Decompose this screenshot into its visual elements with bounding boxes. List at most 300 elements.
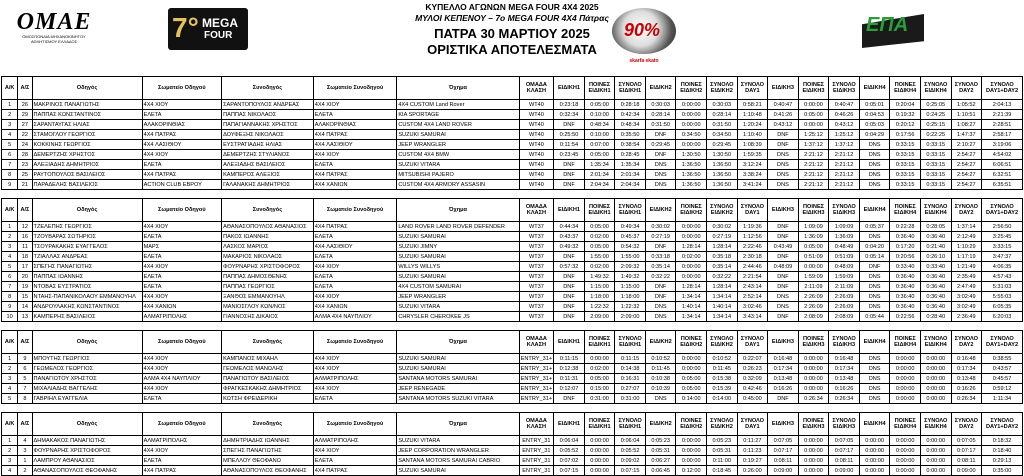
table-cell: 4:06:35 xyxy=(982,262,1023,272)
table-cell: 0:07:15 xyxy=(615,466,646,476)
table-cell: 1:11:34 xyxy=(982,394,1023,404)
table-cell: ΠΑΠΠΑΣ ΔΗΜΟΣΘΕΝΗΣ xyxy=(222,272,314,282)
table-cell: 0:45:37 xyxy=(615,232,646,242)
table-cell: 0:28:05 xyxy=(920,222,951,232)
table-cell: 3 xyxy=(2,456,18,466)
table-cell: DNF xyxy=(554,312,585,322)
column-header: Οδηγός xyxy=(32,331,142,354)
column-header: Σωματείο Οδηγού xyxy=(142,331,221,354)
table-cell: 22 xyxy=(18,130,32,140)
table-cell: 0:58:21 xyxy=(737,100,768,110)
column-header: Σωματείο Οδηγού xyxy=(142,413,221,436)
table-row xyxy=(2,446,1023,456)
table-cell: 0:30:02 xyxy=(645,222,676,232)
table-cell: 1:49:32 xyxy=(615,272,646,282)
table-cell: 0:23:45 xyxy=(554,150,585,160)
table-cell: 0:05:03 xyxy=(859,120,890,130)
table-cell: 6:35:51 xyxy=(982,180,1023,190)
table-cell: ΣΠΕΓΗΣ ΠΑΝΑΓΙΩΤΗΣ xyxy=(222,446,314,456)
column-header: ΠΟΙΝΕΣ ΕΙΔΙΚΗ4 xyxy=(890,413,921,436)
table-cell: ΚΟΚΚΙΝΗΣ ΓΕΩΡΓΙΟΣ xyxy=(32,140,142,150)
table-cell: 0:18:40 xyxy=(982,446,1023,456)
table-cell: 5 xyxy=(2,262,18,272)
table-cell: 0:05:00 xyxy=(584,242,615,252)
column-header: ΕΙΔΙΚΗ1 xyxy=(554,77,585,100)
table-cell: 0:32:22 xyxy=(707,272,738,282)
table-cell: ΓΕΩΜΕΛΟΣ ΓΕΩΡΓΙΟΣ xyxy=(32,364,142,374)
table-cell: 1:36:50 xyxy=(676,180,707,190)
column-header: Α/Σ xyxy=(18,331,32,354)
column-header: ΣΥΝΟΛΟ DAY1 xyxy=(737,413,768,436)
table-cell: 0:00:00 xyxy=(798,374,829,384)
table-cell: 1:08:27 xyxy=(951,120,982,130)
table-cell: 5 xyxy=(2,140,18,150)
table-cell: 1 xyxy=(2,100,18,110)
table-cell: 4X4 ΧΙΟΥ xyxy=(142,292,221,302)
table-cell: 2:43:14 xyxy=(737,282,768,292)
table-row xyxy=(2,242,1023,252)
column-header: Α/Σ xyxy=(18,413,32,436)
table-cell: 0:22:28 xyxy=(890,222,921,232)
table-cell: 0:35:14 xyxy=(645,262,676,272)
table-row xyxy=(2,292,1023,302)
table-cell: ΔΕΜΕΡΤΖΗΣ ΣΤΥΛΙΑΝΟΣ xyxy=(222,150,314,160)
table-cell: 4 xyxy=(2,466,18,476)
table-cell: 1:59:09 xyxy=(798,272,829,282)
column-header: ΠΟΙΝΕΣ ΕΙΔΙΚΗ1 xyxy=(584,77,615,100)
table-cell: 0:00:00 xyxy=(798,446,829,456)
table-cell: ΑΛΜΑΤΡΙΠΟΛΗΣ xyxy=(142,436,221,446)
column-header: Σωματείο Συνοδηγού xyxy=(313,199,397,222)
table-cell: 0:26:34 xyxy=(951,394,982,404)
column-header: ΟΜΑΔΑ ΚΛΑΣΗ xyxy=(519,77,554,100)
table-cell: 0:27:07 xyxy=(615,384,646,394)
table-cell: 4X4 ΧΙΟΥ xyxy=(313,446,397,456)
table-cell: 0:11:15 xyxy=(554,354,585,364)
table-cell: 0:15:39 xyxy=(707,384,738,394)
table-cell: DNS xyxy=(859,302,890,312)
table-cell: 4X4 ΧΙΟΥ xyxy=(313,364,397,374)
table-cell: 4 xyxy=(2,252,18,262)
table-cell: 3:47:37 xyxy=(982,252,1023,262)
table-cell: 2:04:34 xyxy=(615,180,646,190)
table-cell: 0:00:00 xyxy=(798,120,829,130)
table-cell: 1:37:14 xyxy=(951,222,982,232)
table-cell: 0:57:32 xyxy=(554,262,585,272)
table-cell: 1 xyxy=(2,354,18,364)
table-cell: DNS xyxy=(768,302,799,312)
table-cell: DNF xyxy=(768,222,799,232)
table-cell: 0:48:09 xyxy=(768,262,799,272)
table-cell: WT37 xyxy=(519,242,554,252)
table-cell: 0:28:40 xyxy=(920,312,951,322)
table-cell: 1:59:35 xyxy=(737,150,768,160)
table-cell: 4X4 ΧΙΟΥ xyxy=(142,262,221,272)
column-header: ΣΥΝΟΛΟ ΕΙΔΙΚΗ2 xyxy=(707,413,738,436)
table-cell: 2:21:12 xyxy=(829,180,860,190)
omae-logo-subtitle-1: ΟΜΟΣΠΟΝΔΙΑ ΜΗΧΑΝΟΚΙΝΗΤΟΥ xyxy=(22,34,86,39)
table-cell: CUSTOM 4X4 BMW xyxy=(397,150,519,160)
table-cell: 4X4 ΛΑΣΙΘΙΟΥ xyxy=(313,140,397,150)
table-cell: 0:36:40 xyxy=(890,302,921,312)
table-row xyxy=(2,232,1023,242)
mega-four-logo-mega: MEGA xyxy=(202,16,238,30)
table-cell: 0:36:40 xyxy=(920,282,951,292)
table-cell: 4X4 ΧΙΟΥ xyxy=(142,150,221,160)
table-cell: DNF xyxy=(768,252,799,262)
table-cell: 0:10:00 xyxy=(584,110,615,120)
table-cell: 1:30:50 xyxy=(707,150,738,160)
table-cell: ΕΛΕΤΑ xyxy=(142,272,221,282)
table-cell: ΕΛΕΤΑ xyxy=(313,160,397,170)
table-cell: 0:05:00 xyxy=(584,150,615,160)
epa-logo xyxy=(856,10,934,60)
table-cell: WILLYS WILLYS xyxy=(397,262,519,272)
table-cell: ΜΑΡΣ xyxy=(142,242,221,252)
table-cell: 0:43:57 xyxy=(982,364,1023,374)
table-cell: 2:52:14 xyxy=(737,292,768,302)
table-cell: ΛΑΜΠΡΟΥ ΑΘΑΝΑΣΙΟΣ xyxy=(32,456,142,466)
table-cell: 0:36:40 xyxy=(920,232,951,242)
table-cell: 0:43:37 xyxy=(554,232,585,242)
table-cell: 0:32:34 xyxy=(554,110,585,120)
table-cell: 0:07:15 xyxy=(554,466,585,476)
table-cell: 8 xyxy=(18,394,32,404)
table-cell: 0:29:13 xyxy=(982,456,1023,466)
table-cell: ΕΛΕΤΑ xyxy=(313,282,397,292)
table-cell: 0:05:14 xyxy=(859,252,890,262)
column-header: ΠΟΙΝΕΣ ΕΙΔΙΚΗ1 xyxy=(584,199,615,222)
table-cell: ΔΗΜΑΚΑΚΟΣ ΠΑΝΑΓΙΩΤΗΣ xyxy=(32,436,142,446)
table-cell: 4X4 ΧΙΟΥ xyxy=(313,354,397,364)
table-cell: 0:05:44 xyxy=(859,312,890,322)
table-cell: 2 xyxy=(2,446,18,456)
table-cell: DNF xyxy=(768,394,799,404)
table-row xyxy=(2,110,1023,120)
table-cell: 0:00:00 xyxy=(920,374,951,384)
table-cell: 4X4 ΧΙΟΥ xyxy=(142,364,221,374)
table-cell: 1 xyxy=(2,222,18,232)
table-cell: 0:14:00 xyxy=(707,394,738,404)
table-cell: DNF xyxy=(768,232,799,242)
column-header: ΠΟΙΝΕΣ ΕΙΔΙΚΗ2 xyxy=(676,199,707,222)
column-header: Συνοδηγός xyxy=(222,199,314,222)
table-cell: 0:33:15 xyxy=(890,170,921,180)
table-cell: SANTANA MOTORS SAMURAI xyxy=(397,374,519,384)
table-cell: 0:00:00 xyxy=(920,466,951,476)
column-header: ΣΥΝΟΛΟ ΕΙΔΙΚΗ1 xyxy=(615,199,646,222)
table-cell: 0:20:04 xyxy=(890,100,921,110)
column-header: ΠΟΙΝΕΣ ΕΙΔΙΚΗ1 xyxy=(584,413,615,436)
table-cell: 2:21:12 xyxy=(798,180,829,190)
table-header-row xyxy=(2,331,1023,354)
table-cell: SUZUKI SAMURAI xyxy=(397,364,519,374)
mega-four-logo-number: 7° xyxy=(172,12,199,43)
column-header: ΠΟΙΝΕΣ ΕΙΔΙΚΗ2 xyxy=(676,413,707,436)
table-cell: ΠΑΠΠΑΣ ΝΙΚΟΛΑΟΣ xyxy=(222,110,314,120)
table-cell: 0:35:14 xyxy=(707,262,738,272)
table-cell: 0:27:19 xyxy=(645,232,676,242)
table-cell: 1:36:50 xyxy=(707,170,738,180)
table-cell: 1:36:50 xyxy=(676,160,707,170)
column-header: Α/Σ xyxy=(18,77,32,100)
table-cell: 1:36:50 xyxy=(707,180,738,190)
table-cell: SUZUKI SAMURAI xyxy=(397,354,519,364)
table-cell: 1:10:51 xyxy=(951,110,982,120)
table-cell: 1:35:34 xyxy=(584,160,615,170)
table-cell: 6 xyxy=(18,364,32,374)
table-cell: 0:36:40 xyxy=(920,292,951,302)
table-cell: 0:00:00 xyxy=(676,262,707,272)
event-title: ΜΥΛΟΙ ΚΕΠΕΝΟΥ – 7ο MEGA FOUR 4X4 Πάτρας xyxy=(415,13,609,23)
table-cell: 2:28:51 xyxy=(982,120,1023,130)
table-cell: 0:30:03 xyxy=(707,100,738,110)
table-cell: DNF xyxy=(554,272,585,282)
column-header: Συνοδηγός xyxy=(222,413,314,436)
table-row xyxy=(2,170,1023,180)
table-cell: 9 xyxy=(18,354,32,364)
table-cell: 4X4 ΧΙΟΥ xyxy=(142,100,221,110)
table-cell: 0:34:50 xyxy=(707,130,738,140)
table-cell: 0:51:09 xyxy=(829,252,860,262)
table-cell: 0:35:18 xyxy=(707,252,738,262)
table-cell: 3 xyxy=(2,374,18,384)
table-cell: 0:07:17 xyxy=(768,446,799,456)
table-cell: 0:00:00 xyxy=(920,446,951,456)
table-cell: 0:06:04 xyxy=(615,436,646,446)
table-cell: 2:26:09 xyxy=(829,302,860,312)
table-cell: DNF xyxy=(645,130,676,140)
table-cell: ΣΠΕΓΗΣ ΠΑΝΑΓΙΩΤΗΣ xyxy=(32,262,142,272)
table-cell: DNF xyxy=(645,292,676,302)
table-cell: 2:11:09 xyxy=(829,282,860,292)
table-cell: ΑΝΔΡΟΥΛΑΚΗΣ ΚΩΝΣΤΑΝΤΙΝΟΣ xyxy=(32,302,142,312)
column-header: ΠΟΙΝΕΣ ΕΙΔΙΚΗ3 xyxy=(798,413,829,436)
table-cell: 0:10:52 xyxy=(707,354,738,364)
table-cell: 0:29:45 xyxy=(645,140,676,150)
table-cell: WT40 xyxy=(519,180,554,190)
table-cell: 0:19:32 xyxy=(890,110,921,120)
table-cell: DNF xyxy=(554,282,585,292)
table-cell: ΤΣΟΥΡΑΚΑΚΗΣ ΕΥΑΓΓΕΛΟΣ xyxy=(32,242,142,252)
table-cell: ΜΑΚΑΡΙΟΣ ΝΙΚΟΛΑΟΣ xyxy=(222,252,314,262)
table-cell: DNS xyxy=(859,384,890,394)
table-cell: WT37 xyxy=(519,222,554,232)
table-cell: 0:13:48 xyxy=(829,374,860,384)
table-cell: 0:07:17 xyxy=(951,446,982,456)
table-cell: DNF xyxy=(645,282,676,292)
table-cell: 0:26:23 xyxy=(737,364,768,374)
table-cell: 0:36:40 xyxy=(890,232,921,242)
column-header: ΣΥΝΟΛΟ DAY1 xyxy=(737,199,768,222)
table-cell: WT37 xyxy=(519,312,554,322)
table-cell: 0:00:00 xyxy=(584,456,615,466)
table-cell: 1:17:19 xyxy=(951,252,982,262)
table-cell: DNS xyxy=(768,170,799,180)
table-cell: DNS xyxy=(768,160,799,170)
column-header: Σωματείο Συνοδηγού xyxy=(313,77,397,100)
table-cell: 16 xyxy=(18,232,32,242)
column-header: Σωματείο Συνοδηγού xyxy=(313,331,397,354)
column-header: ΣΥΝΟΛΟ DAY1+DAY2 xyxy=(982,331,1023,354)
table-cell: ΑΛΜΑ 4Χ4 ΝΑΥΠΛΙΟΥ xyxy=(313,312,397,322)
table-cell: 2:54:27 xyxy=(951,150,982,160)
table-cell: 2:12:49 xyxy=(951,232,982,242)
table-cell: 0:44:34 xyxy=(554,222,585,232)
table-cell: ΜΠΕΛΛΟΥ ΘΕΟΦΑΝΩ xyxy=(222,456,314,466)
table-cell: 2:21:39 xyxy=(982,110,1023,120)
table-cell: ΣΑΡΑΝΤΑΥΓΑΣ ΗΛΙΑΣ xyxy=(32,120,142,130)
table-cell: DNS xyxy=(859,150,890,160)
table-cell: DNF xyxy=(554,120,585,130)
table-cell: 0:09:00 xyxy=(829,466,860,476)
column-header: ΣΥΝΟΛΟ ΕΙΔΙΚΗ2 xyxy=(707,331,738,354)
table-cell: DNF xyxy=(554,180,585,190)
column-header: ΣΥΝΟΛΟ DAY2 xyxy=(951,331,982,354)
table-cell: 0:05:00 xyxy=(798,242,829,252)
table-cell: 0:33:15 xyxy=(890,140,921,150)
table-cell: DNF xyxy=(645,150,676,160)
column-header: ΣΥΝΟΛΟ DAY1+DAY2 xyxy=(982,413,1023,436)
table-cell: 1:37:12 xyxy=(829,140,860,150)
table-cell: 1:22:32 xyxy=(615,302,646,312)
table-cell: ΠΑΠΠΑΣ ΚΩΝΣΤΑΝΤΙΝΟΣ xyxy=(32,110,142,120)
table-cell: 0:09:00 xyxy=(951,466,982,476)
column-header: ΕΙΔΙΚΗ3 xyxy=(768,331,799,354)
table-cell: 0:10:52 xyxy=(645,354,676,364)
table-cell: ΣΑΡΑΝΤΟΠΟΥΛΟΣ ΑΝΔΡΕΑΣ xyxy=(222,100,314,110)
table-cell: 0:59:12 xyxy=(982,384,1023,394)
table-cell: 0:32:22 xyxy=(645,272,676,282)
table-header-row xyxy=(2,199,1023,222)
table-cell: SUZUKI VITARA xyxy=(397,160,519,170)
table-cell: 0:45:57 xyxy=(982,374,1023,384)
table-cell: 8 xyxy=(2,170,18,180)
group-separator-cell xyxy=(2,190,1023,199)
table-cell: DNF xyxy=(554,170,585,180)
table-cell: ΓΙΑΝΝΟΣΗΣ ΔΙΚΑΙΟΣ xyxy=(222,312,314,322)
table-cell: 0:00:00 xyxy=(920,354,951,364)
table-cell: 2 xyxy=(18,466,32,476)
table-cell: 0:48:49 xyxy=(829,242,860,252)
column-header: Σωματείο Συνοδηγού xyxy=(313,413,397,436)
table-cell: SUZUKI SAMURAI xyxy=(397,232,519,242)
table-cell: 2:58:17 xyxy=(982,130,1023,140)
table-cell: 0:00:00 xyxy=(798,456,829,466)
table-cell: 2 xyxy=(2,364,18,374)
table-cell: 1:25:12 xyxy=(798,130,829,140)
column-header: Οδηγός xyxy=(32,199,142,222)
table-cell: 2:09:00 xyxy=(615,312,646,322)
table-cell: ENTRY_31+ xyxy=(520,375,553,382)
table-cell: 2:36:49 xyxy=(951,312,982,322)
table-cell: 0:38:54 xyxy=(615,140,646,150)
table-cell: ΡΑΥΤΟΠΟΥΛΟΣ ΒΑΣΙΛΕΙΟΣ xyxy=(32,170,142,180)
table-cell: 0:08:11 xyxy=(829,456,860,466)
table-cell: 0:48:34 xyxy=(615,120,646,130)
table-cell: ΕΛΕΤΑ xyxy=(142,456,221,466)
table-cell: 0:13:48 xyxy=(768,374,799,384)
table-cell: ΑΛΕΞΙΑΔΗΣ ΔΗΜΗΤΡΙΟΣ xyxy=(32,160,142,170)
table-cell: MITSUBISHI PAJERO xyxy=(397,170,519,180)
table-cell: 7 xyxy=(2,160,18,170)
table-cell: 0:25:50 xyxy=(554,130,585,140)
table-cell: 0:12:38 xyxy=(554,364,585,374)
column-header: ΣΥΝΟΛΟ ΕΙΔΙΚΗ3 xyxy=(829,331,860,354)
table-cell: 0:00:00 xyxy=(676,140,707,150)
column-header: ΣΥΝΟΛΟ ΕΙΔΙΚΗ3 xyxy=(829,413,860,436)
column-header: ΣΥΝΟΛΟ ΕΙΔΙΚΗ3 xyxy=(829,199,860,222)
table-cell: 1:15:00 xyxy=(584,282,615,292)
table-cell: 0:05:37 xyxy=(859,222,890,232)
table-cell: ΜΠΟΥΤΗΣ ΓΕΩΡΓΙΟΣ xyxy=(32,354,142,364)
table-cell: 28 xyxy=(18,150,32,160)
table-cell: 1:09:09 xyxy=(829,222,860,232)
table-cell: 18 xyxy=(18,252,32,262)
table-cell: 0:42:46 xyxy=(737,384,768,394)
table-cell: 5:55:03 xyxy=(982,292,1023,302)
table-cell: 12 xyxy=(18,222,32,232)
table-cell: 2:54:27 xyxy=(951,180,982,190)
table-cell: ΕΥΣΤΡΑΤΙΑΔΗΣ ΗΛΙΑΣ xyxy=(222,140,314,150)
table-cell: 13 xyxy=(18,312,32,322)
table-row xyxy=(2,456,1023,466)
table-cell: 0:22:25 xyxy=(920,130,951,140)
table-cell: 0:00:00 xyxy=(920,456,951,466)
table-cell: ΦΟΥΡΝΑΡΗΣ ΧΡΙΣΤΟΦΟΡΟΣ xyxy=(222,262,314,272)
table-cell: ΤΖΟΥΒΑΡΑΣ ΣΩΤΗΡΙΟΣ xyxy=(32,232,142,242)
table-cell: 0:45:00 xyxy=(737,394,768,404)
table-cell: ΤΖΕΛΕΠΗΣ ΓΕΩΡΓΙΟΣ xyxy=(32,222,142,232)
table-cell: 0:18:45 xyxy=(707,466,738,476)
table-cell: ΑΛΜΑΤΡΙΠΟΛΗΣ xyxy=(142,312,221,322)
column-header: ΕΙΔΙΚΗ1 xyxy=(554,199,585,222)
table-cell: 1:34:14 xyxy=(707,292,738,302)
table-cell: 2:26:09 xyxy=(798,302,829,312)
table-cell: 4X4 ΧΙΟΥ xyxy=(142,222,221,232)
table-cell: 3:33:15 xyxy=(982,242,1023,252)
table-cell: 0:54:32 xyxy=(615,242,646,252)
column-header: Σωματείο Οδηγού xyxy=(142,77,221,100)
table-row xyxy=(2,222,1023,232)
table-cell: DNS xyxy=(859,140,890,150)
table-cell: WT37 xyxy=(519,232,554,242)
table-cell: 0:00:00 xyxy=(676,110,707,120)
table-cell: 0:10:38 xyxy=(645,374,676,384)
table-cell: 25 xyxy=(18,170,32,180)
column-header: Όχημα xyxy=(397,331,519,354)
column-header: ΠΟΙΝΕΣ ΕΙΔΙΚΗ1 xyxy=(584,331,615,354)
column-header: ΣΥΝΟΛΟ DAY1+DAY2 xyxy=(982,77,1023,100)
event-date: ΠΑΤΡΑ 30 ΜΑΡΤΙΟΥ 2025 xyxy=(434,26,590,41)
column-header: ΠΟΙΝΕΣ ΕΙΔΙΚΗ3 xyxy=(798,331,829,354)
column-header: Οδηγός xyxy=(32,77,142,100)
table-cell: ΠΑΠΠΑΣ ΓΕΩΡΓΙΟΣ xyxy=(222,282,314,292)
table-cell: 2:09:32 xyxy=(615,262,646,272)
table-cell: 1:10:40 xyxy=(737,130,768,140)
table-cell: 2:35:49 xyxy=(951,272,982,282)
table-cell: WT40 xyxy=(519,110,554,120)
table-cell: DNS xyxy=(645,394,676,404)
column-header: ΟΜΑΔΑ ΚΛΑΣΗ xyxy=(519,199,554,222)
table-cell: 0:06:27 xyxy=(645,456,676,466)
table-cell: ENTRY_31 xyxy=(519,466,554,476)
table-cell: 4X4 ΠΑΤΡΑΣ xyxy=(313,170,397,180)
table-cell: ENTRY_31+ xyxy=(520,365,553,372)
table-cell: 2:04:13 xyxy=(982,100,1023,110)
table-cell: 0:26:00 xyxy=(737,466,768,476)
table-cell: ΜΑΚΡΙΝΟΣ ΠΑΝΑΓΙΩΤΗΣ xyxy=(32,100,142,110)
